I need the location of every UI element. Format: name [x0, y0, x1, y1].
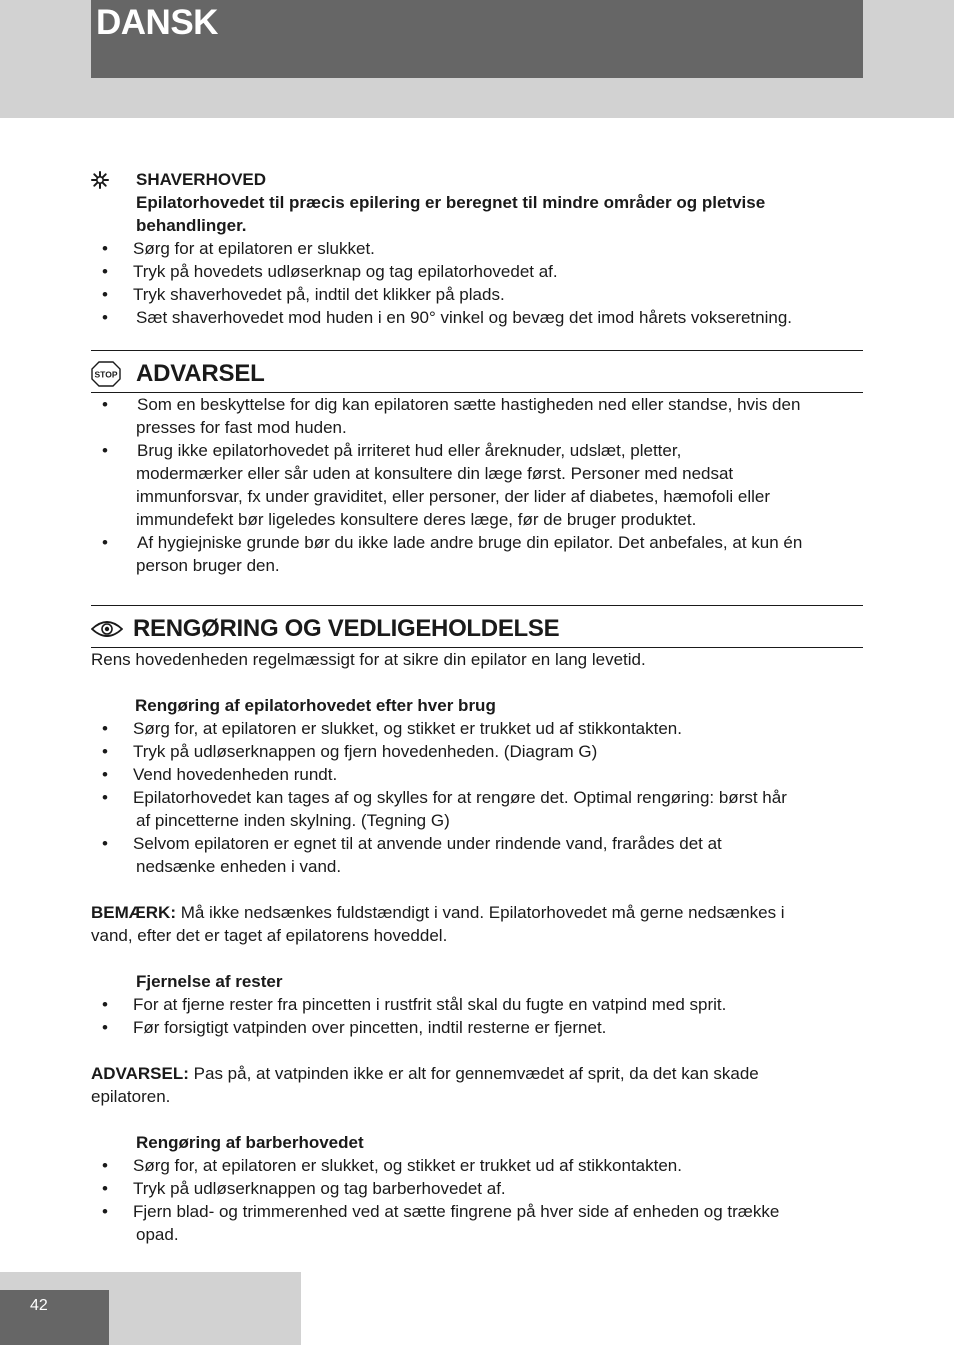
bullet-dot: •	[102, 742, 108, 761]
cleaning-heading	[91, 605, 863, 648]
list-item: • Sæt shaverhovedet mod huden i en 90° vinkel og bevæg det imod hårets vokseretning.	[102, 308, 793, 327]
note-paragraph: BEMÆRK: Må ikke nedsænkes fuldstændigt i vand. Epilatorhovedet må gerne nedsænkes i vand, efter det er taget af epilatorens hoveddel.	[91, 903, 785, 945]
language-title: DANSK	[96, 3, 218, 42]
list-item: • Selvom epilatoren er egnet til at anvende under rindende vand, frarådes det at nedsænke enheden i vand.	[102, 834, 722, 876]
list-item: • Fjern blad- og trimmerenhed ved at sætte fingrene på hver side af enheden og trække opad.	[102, 1202, 780, 1244]
bullet-dot: •	[102, 834, 108, 853]
list-item: • Tryk shaverhovedet på, indtil det klikker på plads.	[102, 285, 505, 304]
stop-sign-label: STOP	[94, 369, 118, 380]
residue-heading: Fjernelse af rester	[136, 972, 283, 991]
shaver-title: SHAVERHOVED	[136, 170, 267, 189]
bullet-dot: •	[102, 1202, 108, 1221]
list-item: • Sørg for at epilatoren er slukket.	[102, 239, 375, 258]
list-item: • Af hygiejniske grunde bør du ikke lade andre bruge din epilator. Det anbefales, at kun én person bruger den.	[102, 533, 803, 575]
after-use-heading: Rengøring af epilatorhovedet efter hver brug	[135, 696, 496, 715]
list-item: • Tryk på hovedets udløserknap og tag epilatorhovedet af.	[102, 262, 558, 281]
bullet-dot: •	[102, 1018, 108, 1037]
shaver-clean-heading: Rengøring af barberhovedet	[136, 1133, 364, 1152]
bullet-dot: •	[102, 239, 108, 258]
shaver-section	[91, 168, 863, 329]
shaver-intro-1: Epilatorhovedet til præcis epilering er beregnet til mindre områder og pletvise	[136, 193, 766, 212]
eye-icon	[91, 618, 123, 640]
shaver-head-icon	[91, 171, 109, 189]
list-item: • Epilatorhovedet kan tages af og skylles for at rengøre det. Optimal rengøring: børst hår af pincetterne inden skylning. (Tegning G)	[102, 788, 787, 830]
note-label: BEMÆRK:	[91, 903, 176, 922]
bullet-dot: •	[102, 533, 108, 552]
list-item: • For at fjerne rester fra pincetten i rustfrit stål skal du fugte en vatpind med sprit.	[102, 995, 727, 1014]
bullet-dot: •	[102, 308, 108, 327]
bullet-dot: •	[102, 262, 108, 281]
bullet-dot: •	[102, 285, 108, 304]
caution-label: ADVARSEL:	[91, 1064, 189, 1083]
list-item: • Som en beskyttelse for dig kan epilatoren sætte hastigheden ned eller standse, hvis den presses for fast mod huden.	[102, 395, 801, 437]
page-content	[91, 168, 863, 1246]
list-item: • Tryk på udløserknappen og tag barberhovedet af.	[102, 1179, 506, 1198]
list-item: • Sørg for, at epilatoren er slukket, og stikket er trukket ud af stikkontakten.	[102, 1156, 682, 1175]
bullet-dot: •	[102, 441, 108, 460]
caution-paragraph: ADVARSEL: Pas på, at vatpinden ikke er alt for gennemvædet af sprit, da det kan skade epilatoren.	[91, 1064, 759, 1106]
warning-heading	[91, 350, 863, 393]
shaver-intro-2: behandlinger.	[136, 216, 247, 235]
bullet-dot: •	[102, 765, 108, 784]
bullet-dot: •	[102, 395, 108, 414]
list-item: • Tryk på udløserknappen og fjern hovedenheden. (Diagram G)	[102, 742, 598, 761]
shaver-title-row	[91, 168, 863, 191]
list-item: • Sørg for, at epilatoren er slukket, og stikket er trukket ud af stikkontakten.	[102, 719, 682, 738]
cleaning-title: RENGØRING OG VEDLIGEHOLDELSE	[133, 615, 560, 642]
bullet-dot: •	[102, 788, 108, 807]
warning-list	[91, 393, 863, 577]
list-item: • Vend hovedenheden rundt.	[102, 765, 338, 784]
bullet-dot: •	[102, 719, 108, 738]
bullet-dot: •	[102, 995, 108, 1014]
bullet-dot: •	[102, 1156, 108, 1175]
warning-title: ADVARSEL	[136, 360, 265, 387]
cleaning-intro: Rens hovedenheden regelmæssigt for at sikre din epilator en lang levetid.	[91, 650, 646, 669]
bullet-dot: •	[102, 1179, 108, 1198]
page-number: 42	[30, 1297, 48, 1314]
page-number-box	[0, 1290, 109, 1345]
list-item: • Før forsigtigt vatpinden over pincetten, indtil resterne er fjernet.	[102, 1018, 607, 1037]
list-item: • Brug ikke epilatorhovedet på irriteret hud eller åreknuder, udslæt, pletter, modermærker eller sår uden at konsultere din læge først. Personer med nedsat immunforsvar, fx under graviditet, eller personer, der lider af diabetes, hæmofoli eller immundefekt bør ligeledes konsultere deres læge, før de bruger produktet.	[102, 441, 771, 529]
stop-sign-icon	[91, 361, 121, 387]
